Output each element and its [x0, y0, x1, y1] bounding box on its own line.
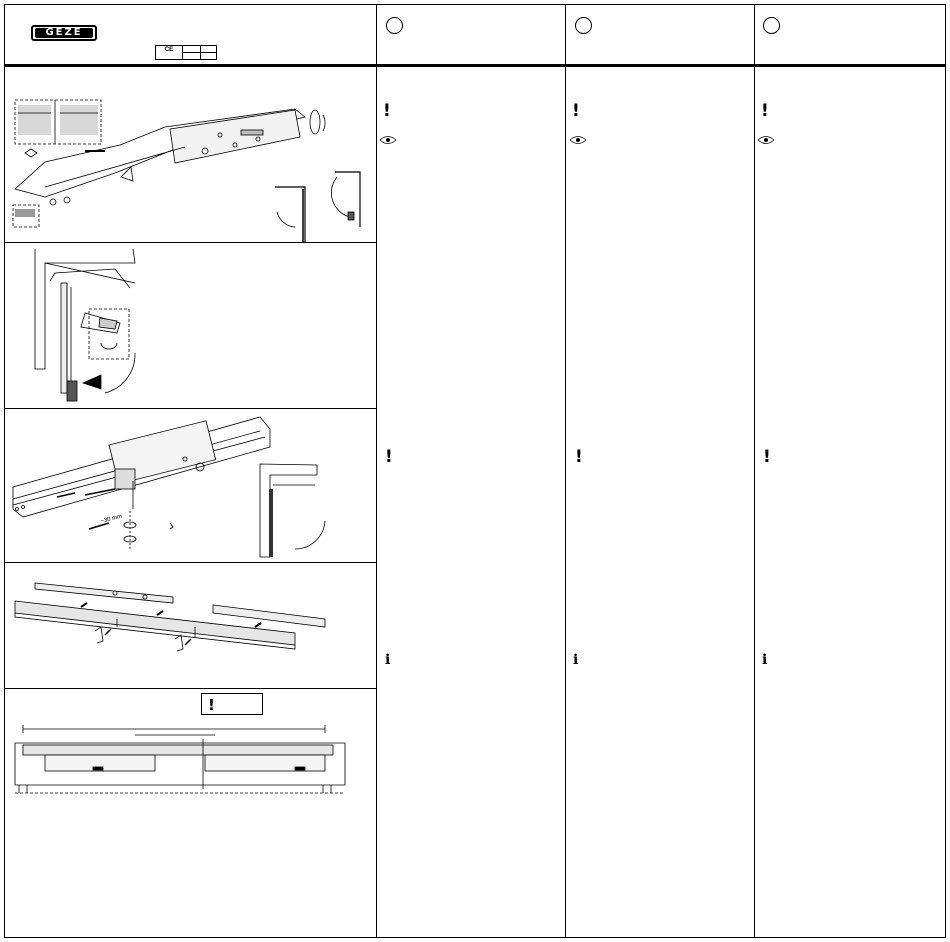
see-icon-col1 [379, 135, 397, 145]
warning-icon-col1: ! [383, 101, 391, 121]
end-cap-icon [95, 627, 103, 643]
slide-rail [23, 745, 333, 755]
figure-1-panel [5, 67, 376, 243]
closer-unit-right [213, 605, 325, 627]
language-badge-2 [575, 17, 592, 34]
door-arrow-icon [277, 212, 295, 227]
language-badge-3 [763, 17, 780, 34]
closer-unit-left [35, 583, 173, 603]
see-icon-col2 [569, 135, 587, 145]
warning-icon-col3: ! [761, 101, 769, 121]
column-divider-3 [754, 5, 755, 937]
figure-4-panel [5, 563, 376, 689]
end-cap-icon-2 [175, 635, 183, 651]
figure-2-panel [5, 243, 376, 409]
detail-inset [89, 309, 129, 359]
arrow-icon [57, 493, 75, 497]
closer-right [205, 755, 325, 771]
eye-icon [25, 149, 37, 157]
warning-icon: ! [208, 696, 215, 714]
dimension-label: ~30 mm [100, 513, 123, 525]
figure-3-panel [5, 409, 376, 563]
door-frame [260, 464, 317, 557]
weight-icon [67, 381, 77, 401]
info-icon-col1: i [385, 652, 391, 668]
arrow-icon [83, 375, 101, 389]
manual-page [4, 4, 946, 938]
figure-5-panel [5, 689, 376, 937]
slide-rail [15, 601, 295, 645]
warning-2-icon-col1: ! [385, 447, 393, 467]
info-icon-col3: i [762, 652, 768, 668]
ce-conformity-box [155, 45, 217, 60]
rotate-arrow-icon [101, 343, 117, 349]
logo-text: GEZE [35, 28, 93, 38]
info-icon-col2: i [573, 652, 579, 668]
geze-logo [31, 25, 97, 41]
rotation-arrow-icon [310, 110, 320, 134]
column-divider-1 [376, 5, 377, 937]
warning-2-icon-col3: ! [763, 447, 771, 467]
see-icon-col3 [757, 135, 775, 145]
warning-icon-col2: ! [572, 101, 580, 121]
column-divider-2 [565, 5, 566, 937]
door-arrow-icon [295, 521, 325, 549]
language-badge-1 [386, 17, 403, 34]
warning-2-icon-col2: ! [575, 447, 583, 467]
ce-mark: CE [156, 46, 183, 59]
